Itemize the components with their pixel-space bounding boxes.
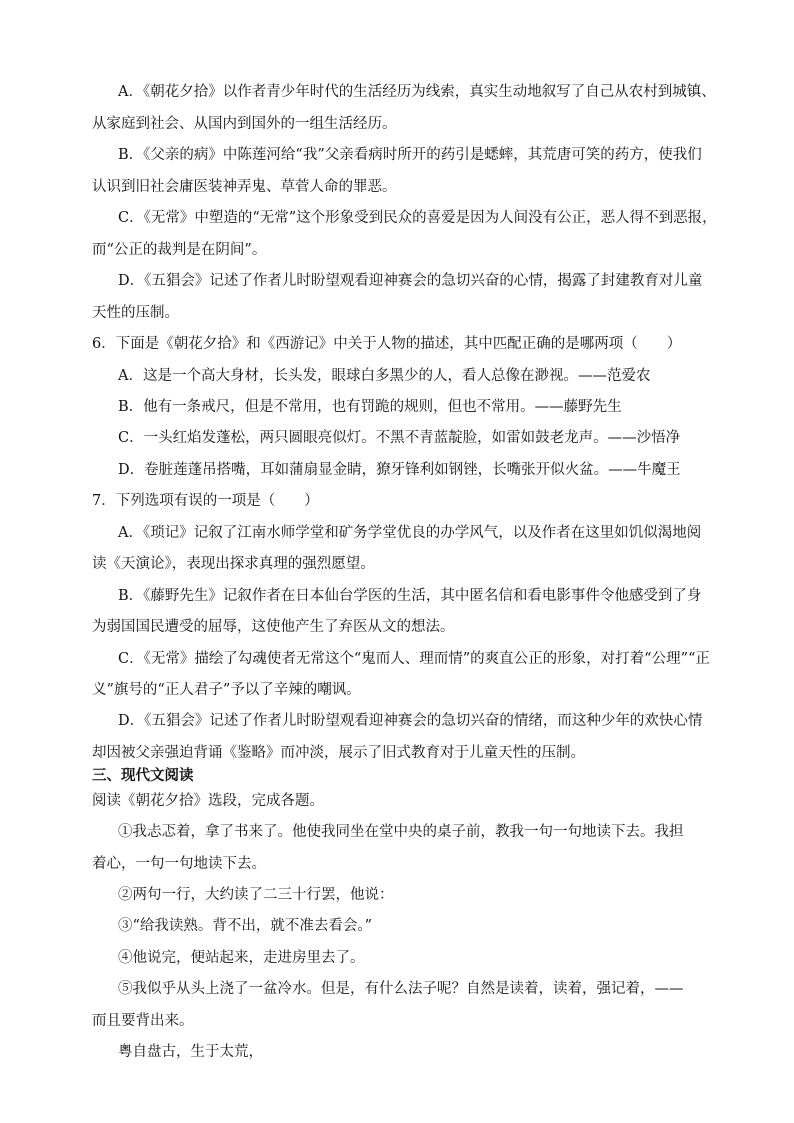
passage-p2: ②两句一行，大约读了二三十行罢，他说： xyxy=(118,887,394,903)
q5-option-d-line1: D．《五猖会》记述了作者儿时盼望观看迎神赛会的急切兴奋的心情，揭露了封建教育对儿童 xyxy=(118,273,703,289)
passage-p4: ④他说完，便站起来，走进房里去了。 xyxy=(118,950,365,966)
passage-p3: ③“给我读熟。背不出，就不准去看会。” xyxy=(118,918,373,934)
q5-option-c-line1: C．《无常》中塑造的“无常”这个形象受到民众的喜爱是因为人间没有公正，恶人得不到恶报， xyxy=(118,210,717,226)
q7-option-a-line2: 读《天演论》，表现出探求真理的强烈愿望。 xyxy=(92,556,375,572)
q7-option-d-line2: 却因被父亲强迫背诵《鉴略》而冲淡，展示了旧式教育对于儿童天性的压制。 xyxy=(92,745,585,761)
q7-option-b-line2: 为弱国国民遭受的屈辱，这使他产生了弃医从文的想法。 xyxy=(92,619,455,635)
q7-stem: 7．下列选项有误的一项是（ ） xyxy=(92,493,319,509)
q5-option-a-line2: 从家庭到社会、从国内到国外的一组生活经历。 xyxy=(92,116,397,132)
q6-option-a: A．这是一个高大身材，长头发，眼球白多黑少的人，看人总像在渺视。——范爱农 xyxy=(118,368,651,384)
reading-intro: 阅读《朝花夕拾》选段，完成各题。 xyxy=(92,793,324,809)
passage-p5-line2: 而且要背出来。 xyxy=(92,1013,194,1029)
q7-option-c-line1: C．《无常》描绘了勾魂使者无常这个“鬼而人、理而情”的爽直公正的形象，对打着“公理”“正 xyxy=(118,651,710,667)
passage-p1-line1: ①我忐忑着，拿了书来了。他使我同坐在堂中央的桌子前，教我一句一句地读下去。我担 xyxy=(118,824,684,840)
passage-p5-line1: ⑤我似乎从头上浇了一盆冷水。但是，有什么法子呢？自然是读着，读着，强记着，—— xyxy=(118,981,684,997)
q5-option-a-line1: A．《朝花夕拾》以作者青少年时代的生活经历为线索，真实生动地叙写了自己从农村到城镇、 xyxy=(118,84,716,100)
q5-option-c-line2: 而“公正的裁判是在阴间”。 xyxy=(92,242,267,258)
q7-option-c-line2: 义”旗号的“正人君子”予以了辛辣的嘲讽。 xyxy=(92,682,361,698)
q6-option-b: B．他有一条戒尺，但是不常用，也有罚跪的规则，但也不常用。——藤野先生 xyxy=(118,399,622,415)
q7-option-a-line1: A．《琐记》记叙了江南水师学堂和矿务学堂优良的办学风气，以及作者在这里如饥似渴地阅 xyxy=(118,525,702,541)
q5-option-b-line1: B．《父亲的病》中陈莲河给“我”父亲看病时所开的药引是蟋蟀，其荒唐可笑的药方，使我们 xyxy=(118,147,702,163)
q5-option-b-line2: 认识到旧社会庸医装神弄鬼、草菅人命的罪恶。 xyxy=(92,179,397,195)
passage-p6: 粤自盘古，生于太荒， xyxy=(118,1044,263,1060)
q6-stem: 6．下面是《朝花夕拾》和《西游记》中关于人物的描述，其中匹配正确的是哪两项（ ） xyxy=(92,336,682,352)
q7-option-b-line1: B．《藤野先生》记叙作者在日本仙台学医的生活，其中匿名信和看电影事件令他感受到了身 xyxy=(118,588,702,604)
passage-p1-line2: 着心，一句一句地读下去。 xyxy=(92,856,266,872)
q7-option-d-line1: D．《五猖会》记述了作者儿时盼望观看迎神赛会的急切兴奋的情绪，而这种少年的欢快心情 xyxy=(118,713,703,729)
q5-option-d-line2: 天性的压制。 xyxy=(92,305,179,321)
section-heading: 三、现代文阅读 xyxy=(92,768,194,784)
q6-option-c: C．一头红焰发蓬松，两只圆眼亮似灯。不黑不青蓝靛脸，如雷如鼓老龙声。——沙悟净 xyxy=(118,430,681,446)
q6-option-d: D．卷脏莲蓬吊搭嘴，耳如蒲扇显金睛，獠牙锋利如钢锉，长嘴张开似火盆。——牛魔王 xyxy=(118,462,681,478)
